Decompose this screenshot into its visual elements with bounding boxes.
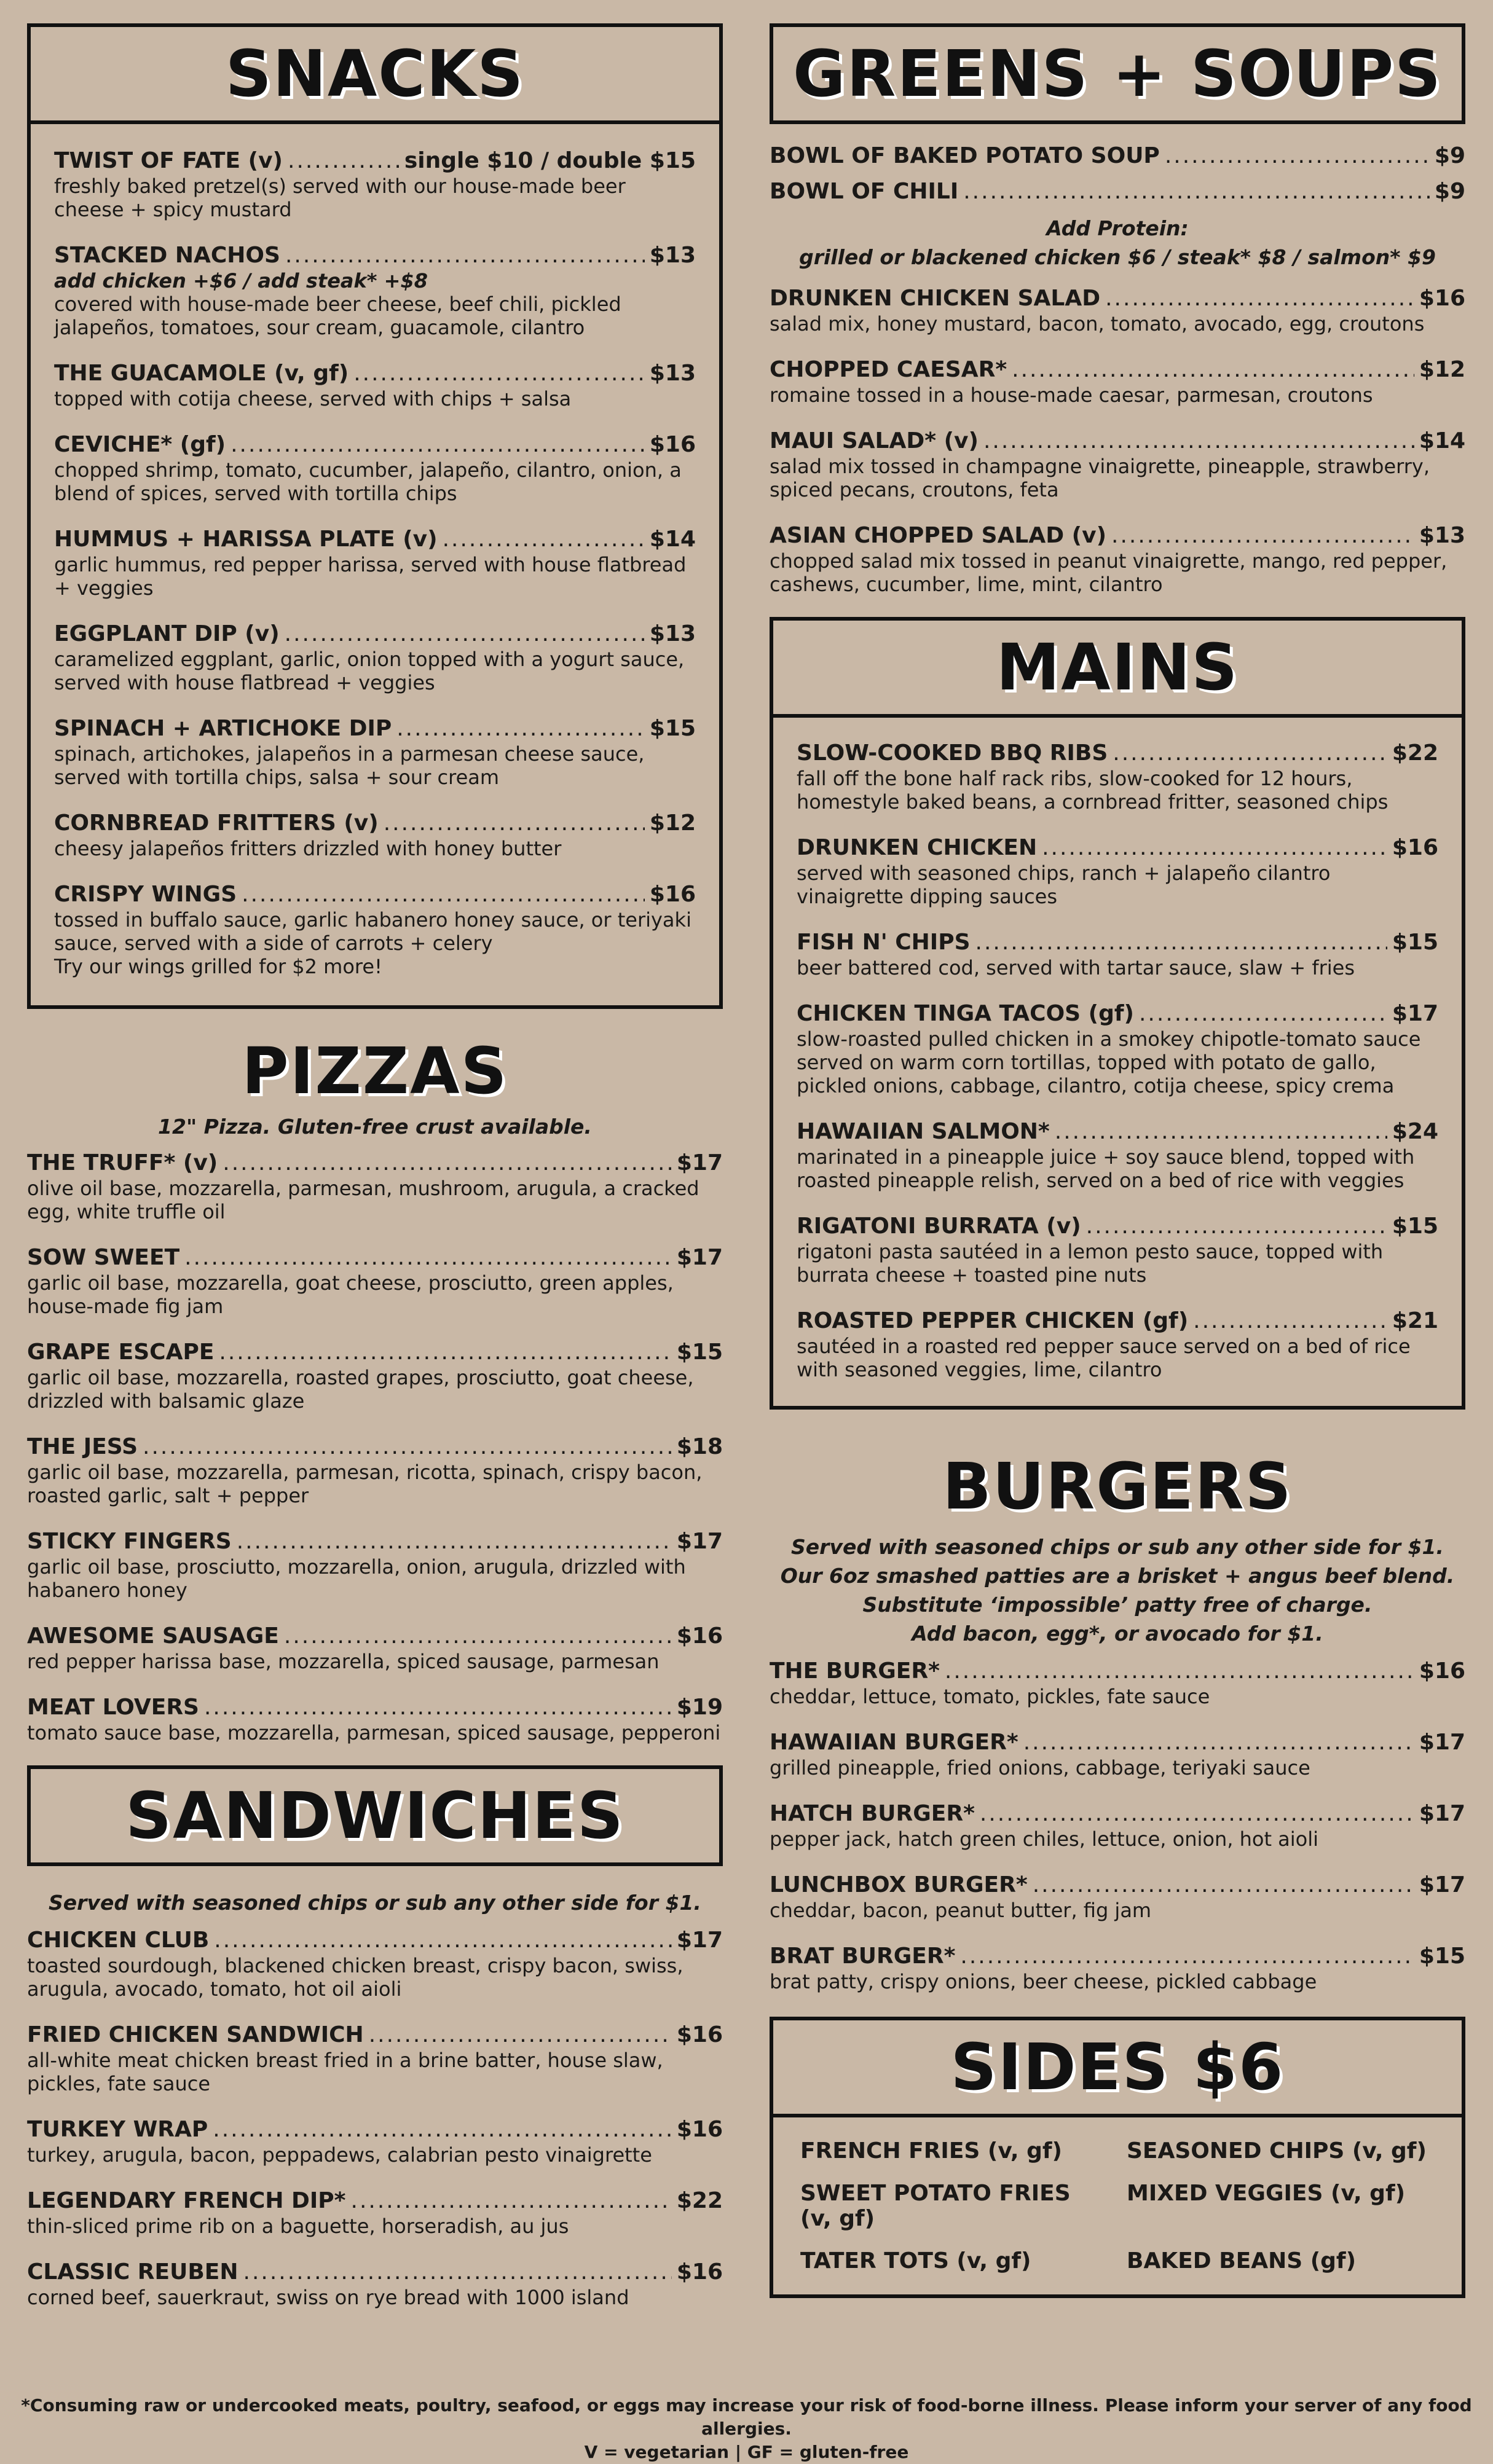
protein-title: Add Protein:: [1046, 216, 1189, 240]
item-name: THE JESS: [27, 1434, 138, 1459]
sides-grid: [773, 2117, 1462, 2294]
pizzas-title: PIZZAS: [242, 1034, 508, 1108]
menu-item: [770, 1800, 1465, 1851]
item-description: chopped salad mix tossed in peanut vinaigrette, mango, red pepper, cashews, cucumber, lime, mint, cilantro: [770, 549, 1448, 596]
item-name: GRAPE ESCAPE: [27, 1340, 215, 1365]
item-header: [770, 522, 1465, 549]
menu-item: [54, 715, 696, 789]
dot-leader: [963, 178, 1430, 205]
item-description: spinach, artichokes, jalapeños in a parmesan cheese sauce, served with tortilla chips, salsa + sour cream: [54, 742, 645, 789]
footer-legend: V = vegetarian | GF = gluten-free: [584, 2442, 909, 2462]
item-name: SLOW-COOKED BBQ RIBS: [797, 740, 1108, 766]
item-name: THE GUACAMOLE (v, gf): [54, 361, 349, 386]
item-name: CHOPPED CAESAR*: [770, 357, 1007, 382]
item-header: [27, 1694, 723, 1721]
menu-item: [54, 242, 696, 339]
item-name: CRISPY WINGS: [54, 882, 237, 907]
menu-item: [797, 1118, 1438, 1192]
menu-item: [797, 929, 1438, 979]
burgers-list: [770, 1658, 1465, 1993]
item-header: [770, 1872, 1465, 1899]
item-description: marinated in a pineapple juice + soy sauce blend, topped with roasted pineapple relish, served on a bed of rice with veggies: [797, 1145, 1415, 1192]
item-header: [54, 715, 696, 742]
menu-item: [27, 2259, 723, 2309]
item-description: garlic hummus, red pepper harissa, served with house flatbread + veggies: [54, 553, 687, 600]
footer-disclaimer: *Consuming raw or undercooked meats, poultry, seafood, or eggs may increase your risk of food-borne illness. Please inform your server of any food allergies.: [21, 2395, 1472, 2439]
item-header: [770, 1800, 1465, 1827]
menu-item: [27, 1244, 723, 1318]
item-description: tossed in buffalo sauce, garlic habanero honey sauce, or teriyaki sauce, served with a side of carrots + celery: [54, 908, 691, 955]
item-price: $21: [1392, 1308, 1438, 1333]
item-description: garlic oil base, mozzarella, goat cheese, prosciutto, green apples, house-made fig jam: [27, 1271, 674, 1318]
dot-leader: [369, 2022, 672, 2049]
menu-item: [797, 1308, 1438, 1381]
item-header: [27, 2116, 723, 2143]
greens-list: [770, 285, 1465, 596]
item-name: HATCH BURGER*: [770, 1801, 975, 1826]
dot-leader: [285, 621, 645, 648]
item-price: $13: [1419, 523, 1465, 548]
item-price: $16: [676, 2117, 723, 2142]
menu-item: [27, 2187, 723, 2238]
item-description: sautéed in a roasted red pepper sauce served on a bed of rice with seasoned veggies, lime, cilantro: [797, 1335, 1411, 1381]
item-price: $16: [1392, 835, 1438, 860]
item-description: olive oil base, mozzarella, parmesan, mushroom, arugula, a cracked egg, white truffle oil: [27, 1177, 699, 1223]
item-description: romaine tossed in a house-made caesar, parmesan, croutons: [770, 383, 1373, 407]
item-name: HAWAIIAN SALMON*: [797, 1119, 1050, 1144]
protein-line: grilled or blackened chicken $6 / steak* $8 / salmon* $9: [799, 245, 1436, 269]
burgers-note-line: Our 6oz smashed patties are a brisket + angus beef blend.: [780, 1564, 1455, 1588]
item-header: [797, 834, 1438, 861]
item-name: HAWAIIAN BURGER*: [770, 1730, 1018, 1755]
pizzas-list: [27, 1150, 723, 1744]
burgers-notes: [770, 1532, 1465, 1648]
dot-leader: [980, 1800, 1414, 1827]
item-header: [770, 143, 1465, 170]
dot-leader: [219, 1339, 671, 1366]
item-header: [27, 1927, 723, 1954]
dot-leader: [443, 526, 645, 553]
item-price: $15: [649, 716, 696, 741]
item-price: $17: [1419, 1872, 1465, 1897]
item-description: brat patty, crispy onions, beer cheese, pickled cabbage: [770, 1970, 1317, 1993]
item-name: TURKEY WRAP: [27, 2117, 208, 2142]
menu-item: [770, 1658, 1465, 1708]
item-name: AWESOME SAUSAGE: [27, 1623, 279, 1649]
item-header: [797, 1118, 1438, 1145]
dot-leader: [237, 1528, 672, 1555]
dot-leader: [1139, 1000, 1387, 1027]
dot-leader: [230, 431, 645, 458]
snacks-section: [27, 23, 723, 1009]
greens-title: GREENS + SOUPS: [770, 23, 1465, 124]
item-name: DRUNKEN CHICKEN: [797, 835, 1038, 860]
menu-item: [54, 360, 696, 410]
item-price: $18: [676, 1434, 723, 1459]
item-header: [27, 1244, 723, 1271]
item-price: $17: [676, 1150, 723, 1175]
sandwiches-title: SANDWICHES: [27, 1765, 723, 1866]
item-header: [54, 242, 696, 269]
item-name: FRIED CHICKEN SANDWICH: [27, 2022, 364, 2047]
menu-item: [770, 428, 1465, 501]
item-description: salad mix, honey mustard, bacon, tomato, avocado, egg, croutons: [770, 312, 1425, 335]
item-price: $15: [1392, 930, 1438, 955]
footer: [0, 2394, 1493, 2464]
menu-item: [27, 2116, 723, 2167]
item-price: $9: [1434, 143, 1465, 168]
item-header: [27, 1150, 723, 1177]
item-price: $14: [649, 527, 696, 552]
snacks-title: SNACKS: [31, 27, 719, 124]
item-price: $16: [676, 2259, 723, 2285]
item-price: $15: [1392, 1214, 1438, 1239]
item-description: freshly baked pretzel(s) served with our house-made beer cheese + spicy mustard: [54, 175, 626, 221]
dot-leader: [284, 1623, 672, 1650]
dot-leader: [242, 881, 645, 908]
sandwiches-list: [27, 1927, 723, 2309]
item-header: [797, 929, 1438, 956]
dot-leader: [243, 2259, 672, 2286]
item-description: cheesy jalapeños fritters drizzled with honey butter: [54, 837, 562, 860]
item-name: STICKY FINGERS: [27, 1529, 232, 1554]
side-item: SEASONED CHIPS (v, gf): [1127, 2138, 1427, 2164]
dot-leader: [213, 2116, 672, 2143]
item-description: garlic oil base, mozzarella, parmesan, ricotta, spinach, crispy bacon, roasted garlic, salt + pepper: [27, 1461, 703, 1507]
item-price: $15: [1419, 1944, 1465, 1969]
item-description: tomato sauce base, mozzarella, parmesan, spiced sausage, pepperoni: [27, 1721, 721, 1744]
sandwiches-section: [27, 1765, 723, 2309]
dot-leader: [384, 810, 645, 837]
item-description: pepper jack, hatch green chiles, lettuce, onion, hot aioli: [770, 1827, 1319, 1851]
item-header: [54, 810, 696, 837]
menu-item: [770, 143, 1465, 170]
item-description: salad mix tossed in champagne vinaigrette, pineapple, strawberry, spiced pecans, croutons, feta: [770, 455, 1430, 501]
item-name: CLASSIC REUBEN: [27, 2259, 238, 2285]
dot-leader: [1193, 1308, 1387, 1335]
item-header: [27, 1434, 723, 1461]
item-price: $24: [1392, 1119, 1438, 1144]
item-header: [770, 285, 1465, 312]
item-name: BOWL OF CHILI: [770, 179, 959, 204]
item-price: $17: [676, 1245, 723, 1270]
item-price: $19: [676, 1695, 723, 1720]
burgers-note-line: Substitute ‘impossible’ patty free of charge.: [862, 1593, 1373, 1617]
dot-leader: [1086, 1213, 1387, 1240]
dot-leader: [214, 1927, 672, 1954]
item-price: $17: [1392, 1001, 1438, 1026]
item-header: [770, 1729, 1465, 1756]
mains-list: [773, 718, 1462, 1406]
item-extra-note: Try our wings grilled for $2 more!: [54, 955, 382, 978]
item-description: chopped shrimp, tomato, cucumber, jalapeño, cilantro, onion, a blend of spices, served with tortilla chips: [54, 458, 682, 505]
dot-leader: [1033, 1872, 1414, 1899]
dot-leader: [1042, 834, 1387, 861]
menu-item: [797, 1213, 1438, 1287]
menu-item: [27, 1434, 723, 1507]
item-name: SOW SWEET: [27, 1245, 180, 1270]
item-name: THE TRUFF* (v): [27, 1150, 218, 1175]
item-name: LEGENDARY FRENCH DIP*: [27, 2188, 346, 2213]
item-description: topped with cotija cheese, served with chips + salsa: [54, 387, 572, 410]
item-description: garlic oil base, mozzarella, roasted grapes, prosciutto, goat cheese, drizzled with balsamic glaze: [27, 1366, 694, 1413]
item-price: $12: [649, 810, 696, 836]
item-name: THE BURGER*: [770, 1658, 940, 1684]
item-header: [27, 2187, 723, 2215]
item-name: CHICKEN TINGA TACOS (gf): [797, 1001, 1134, 1026]
item-name: FISH N' CHIPS: [797, 930, 971, 955]
right-column: [770, 0, 1465, 2298]
menu-item: [770, 522, 1465, 596]
item-price: $17: [676, 1529, 723, 1554]
item-description: covered with house-made beer cheese, beef chili, pickled jalapeños, tomatoes, sour cream, guacamole, cilantro: [54, 292, 621, 339]
dot-leader: [983, 428, 1414, 455]
menu-item: [797, 834, 1438, 908]
menu-item: [27, 1694, 723, 1744]
sandwiches-note: Served with seasoned chips or sub any other side for $1.: [49, 1891, 701, 1915]
item-price: $14: [1419, 428, 1465, 453]
burgers-note-line: Served with seasoned chips or sub any other side for $1.: [791, 1535, 1444, 1559]
menu-item: [27, 1339, 723, 1413]
item-header: [54, 526, 696, 553]
item-description: beer battered cod, served with tartar sauce, slaw + fries: [797, 956, 1355, 979]
menu-item: [770, 356, 1465, 407]
menu-item: [770, 178, 1465, 205]
item-description: red pepper harissa base, mozzarella, spiced sausage, parmesan: [27, 1650, 660, 1673]
item-header: [54, 360, 696, 387]
menu-item: [27, 1623, 723, 1673]
item-name: TWIST OF FATE (v): [54, 148, 283, 173]
sides-section: [770, 2017, 1465, 2298]
item-header: [27, 1339, 723, 1366]
item-header: [797, 1000, 1438, 1027]
item-header: [770, 1943, 1465, 1970]
menu-item: [770, 1729, 1465, 1779]
side-item: BAKED BEANS (gf): [1127, 2248, 1357, 2274]
item-name: CEVICHE* (gf): [54, 432, 226, 457]
item-header: [27, 1623, 723, 1650]
dot-leader: [945, 1658, 1414, 1685]
burgers-note-line: Add bacon, egg*, or avocado for $1.: [912, 1622, 1323, 1646]
item-price: $17: [1419, 1730, 1465, 1755]
dot-leader: [351, 2187, 672, 2215]
item-price: $16: [1419, 1658, 1465, 1684]
item-header: [770, 178, 1465, 205]
item-header: [797, 740, 1438, 767]
item-price: $16: [676, 1623, 723, 1649]
burgers-title: BURGERS: [942, 1449, 1293, 1524]
item-description: garlic oil base, prosciutto, mozzarella, onion, arugula, drizzled with habanero honey: [27, 1555, 686, 1602]
dot-leader: [1111, 522, 1414, 549]
item-name: ASIAN CHOPPED SALAD (v): [770, 523, 1107, 548]
pizzas-section: [27, 1034, 723, 1744]
item-name: BOWL OF BAKED POTATO SOUP: [770, 143, 1160, 168]
item-header: [27, 1528, 723, 1555]
dot-leader: [1012, 356, 1414, 383]
item-header: [770, 428, 1465, 455]
item-price: $15: [676, 1340, 723, 1365]
menu-item: [797, 1000, 1438, 1097]
item-name: MAUI SALAD* (v): [770, 428, 979, 453]
dot-leader: [1165, 143, 1430, 170]
item-price: $16: [649, 432, 696, 457]
item-name: SPINACH + ARTICHOKE DIP: [54, 716, 392, 741]
item-description: turkey, arugula, bacon, peppadews, calabrian pesto vinaigrette: [27, 2143, 652, 2167]
item-price: $16: [1419, 286, 1465, 311]
item-header: [770, 356, 1465, 383]
menu-item: [770, 1872, 1465, 1922]
menu-item: [27, 1927, 723, 2001]
item-description: caramelized eggplant, garlic, onion topped with a yogurt sauce, served with house flatbread + veggies: [54, 648, 685, 694]
item-price: $16: [649, 882, 696, 907]
mains-section: [770, 617, 1465, 1410]
item-name: CORNBREAD FRITTERS (v): [54, 810, 379, 836]
item-price: $16: [676, 2022, 723, 2047]
item-description: fall off the bone half rack ribs, slow-cooked for 12 hours, homestyle baked beans, a cornbread fritter, seasoned chips: [797, 767, 1389, 814]
greens-section: [770, 143, 1465, 596]
item-price: $13: [649, 621, 696, 646]
item-name: LUNCHBOX BURGER*: [770, 1872, 1028, 1897]
item-header: [54, 621, 696, 648]
item-description: grilled pineapple, fried onions, cabbage, teriyaki sauce: [770, 1756, 1310, 1779]
item-header: [54, 431, 696, 458]
item-description: served with seasoned chips, ranch + jalapeño cilantro vinaigrette dipping sauces: [797, 861, 1331, 908]
item-header: [797, 1308, 1438, 1335]
burgers-section: [770, 1449, 1465, 1993]
dot-leader: [204, 1694, 672, 1721]
item-name: BRAT BURGER*: [770, 1944, 956, 1969]
menu-item: [797, 740, 1438, 814]
item-name: EGGPLANT DIP (v): [54, 621, 280, 646]
item-name: RIGATONI BURRATA (v): [797, 1214, 1081, 1239]
item-header: [27, 2259, 723, 2286]
menu-item: [770, 285, 1465, 335]
item-name: STACKED NACHOS: [54, 243, 280, 268]
item-price: $13: [649, 361, 696, 386]
dot-leader: [396, 715, 645, 742]
snacks-list: [31, 124, 719, 1005]
menu-item: [770, 1943, 1465, 1993]
item-price: $22: [676, 2188, 723, 2213]
menu-item: [27, 2022, 723, 2095]
menu-item: [54, 147, 696, 221]
side-item: SWEET POTATO FRIES (v, gf): [800, 2181, 1071, 2231]
dot-leader: [1023, 1729, 1414, 1756]
dot-leader: [1113, 740, 1387, 767]
item-header: [27, 2022, 723, 2049]
dot-leader: [288, 147, 400, 175]
dot-leader: [1105, 285, 1414, 312]
item-name: HUMMUS + HARISSA PLATE (v): [54, 527, 438, 552]
menu-item: [54, 526, 696, 600]
item-price: single $10 / double $15: [404, 148, 696, 173]
item-description: all-white meat chicken breast fried in a brine batter, house slaw, pickles, fate sauce: [27, 2049, 663, 2095]
item-description: cheddar, bacon, peanut butter, fig jam: [770, 1899, 1152, 1922]
dot-leader: [285, 242, 645, 269]
item-header: [54, 881, 696, 908]
menu-item: [27, 1150, 723, 1223]
item-price: $12: [1419, 357, 1465, 382]
item-price: $9: [1434, 179, 1465, 204]
item-price: $13: [649, 243, 696, 268]
item-description: rigatoni pasta sautéed in a lemon pesto sauce, topped with burrata cheese + toasted pine nuts: [797, 1240, 1384, 1287]
item-name: CHICKEN CLUB: [27, 1928, 210, 1953]
menu-item: [54, 881, 696, 978]
menu-item: [54, 810, 696, 860]
item-addon-note: add chicken +$6 / add steak* +$8: [54, 269, 428, 292]
item-name: DRUNKEN CHICKEN SALAD: [770, 286, 1101, 311]
dot-leader: [975, 929, 1387, 956]
side-item: FRENCH FRIES (v, gf): [800, 2138, 1062, 2164]
item-header: [54, 147, 696, 175]
left-column: [27, 0, 723, 2330]
item-description: corned beef, sauerkraut, swiss on rye bread with 1000 island: [27, 2286, 629, 2309]
menu-item: [54, 431, 696, 505]
item-name: ROASTED PEPPER CHICKEN (gf): [797, 1308, 1189, 1333]
pizzas-note: 12" Pizza. Gluten-free crust available.: [158, 1115, 592, 1139]
dot-leader: [223, 1150, 672, 1177]
dot-leader: [353, 360, 645, 387]
side-item: MIXED VEGGIES (v, gf): [1127, 2181, 1406, 2206]
item-price: $22: [1392, 740, 1438, 766]
dot-leader: [1055, 1118, 1387, 1145]
item-price: $17: [676, 1928, 723, 1953]
menu-item: [54, 621, 696, 694]
item-name: MEAT LOVERS: [27, 1695, 199, 1720]
item-description: slow-roasted pulled chicken in a smokey chipotle-tomato sauce served on warm corn tortillas, topped with potato de gallo, pickled onions, cabbage, cilantro, cotija cheese, spicy crema: [797, 1027, 1421, 1097]
item-description: toasted sourdough, blackened chicken breast, crispy bacon, swiss, arugula, avocado, tomato, hot oil aioli: [27, 1954, 683, 2001]
item-price: $17: [1419, 1801, 1465, 1826]
item-description: cheddar, lettuce, tomato, pickles, fate sauce: [770, 1685, 1210, 1708]
soups-list: [770, 143, 1465, 205]
menu-item: [27, 1528, 723, 1602]
item-description: thin-sliced prime rib on a baguette, horseradish, au jus: [27, 2215, 569, 2238]
dot-leader: [184, 1244, 672, 1271]
item-header: [797, 1213, 1438, 1240]
dot-leader: [960, 1943, 1414, 1970]
sides-title: SIDES $6: [773, 2020, 1462, 2117]
dot-leader: [143, 1434, 672, 1461]
item-header: [770, 1658, 1465, 1685]
mains-title: MAINS: [773, 621, 1462, 718]
side-item: TATER TOTS (v, gf): [800, 2248, 1031, 2274]
